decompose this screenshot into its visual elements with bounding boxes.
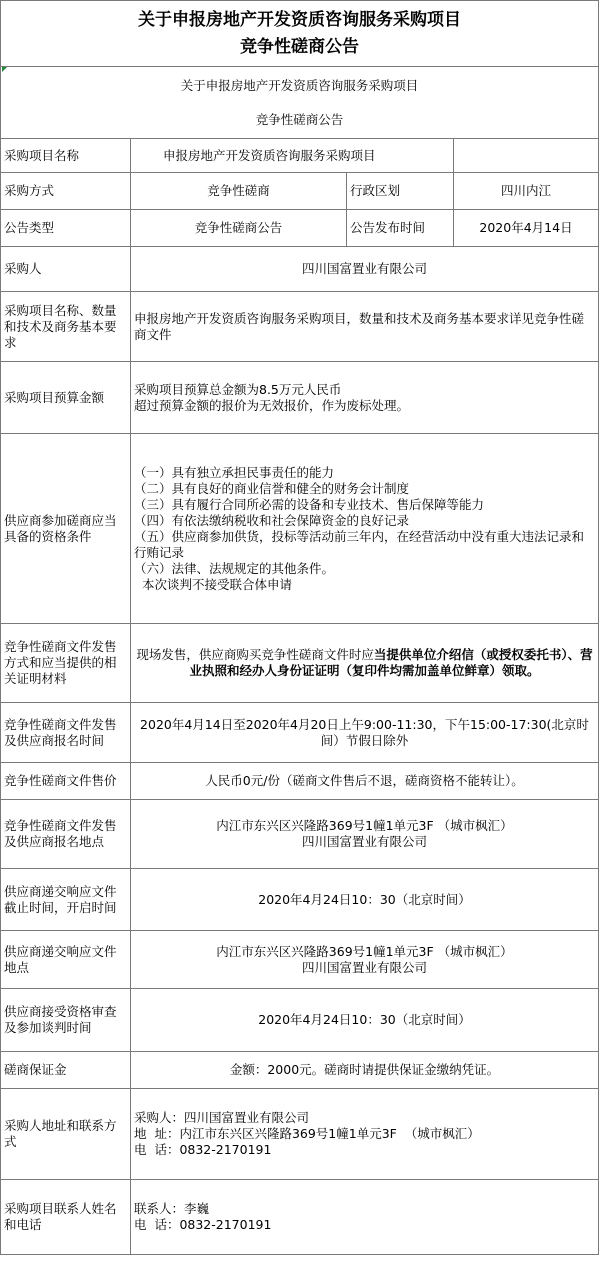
row-qualifications (1, 434, 599, 624)
value-contact (131, 1089, 599, 1180)
subheader-cell (1, 67, 599, 139)
doc-method-bold-text: 当提供单位介绍信（或授权委托书）、营业执照和经办人身份证证明（复印件均需加盖单位鲜章）领取。 (189, 647, 593, 678)
label-method: 采购方式 (1, 173, 131, 210)
row-type (1, 210, 599, 247)
row-contact (1, 1089, 599, 1180)
label-doc-price: 竞争性磋商文件售价 (1, 763, 131, 800)
label-project-contact: 采购项目联系人姓名和电话 (1, 1180, 131, 1255)
subheader-line-2: 竞争性磋商公告 (255, 111, 344, 127)
title-row (1, 1, 599, 67)
qualification-item: （五）供应商参加供货，投标等活动前三年内，在经营活动中没有重大违法记录和行贿记录 (134, 528, 585, 560)
project-contact-name: 联系人：李巍 (134, 1201, 210, 1216)
row-doc-price (1, 763, 599, 800)
value-region: 四川内江 (454, 173, 599, 210)
value-project-name: 申报房地产开发资质咨询服务采购项目 (131, 139, 454, 173)
value-publish-time: 2020年4月14日 (454, 210, 599, 247)
subheader-line-1: 关于申报房地产开发资质咨询服务采购项目 (180, 77, 419, 93)
label-doc-method: 竞争性磋商文件发售方式和应当提供的相关证明材料 (1, 624, 131, 703)
label-deposit: 磋商保证金 (1, 1052, 131, 1089)
label-requirements: 采购项目名称、数量和技术及商务基本要求 (1, 292, 131, 362)
value-submit-place (131, 931, 599, 989)
row-deadline (1, 869, 599, 931)
value-budget (131, 362, 599, 434)
page-title (1, 1, 599, 67)
value-doc-time: 2020年4月14日至2020年4月20日上午9:00-11:30，下午15:00-17:30(北京时间）节假日除外 (131, 703, 599, 763)
label-publish-time: 公告发布时间 (347, 210, 454, 247)
label-contact: 采购人地址和联系方式 (1, 1089, 131, 1180)
label-qualifications: 供应商参加磋商应当具备的资格条件 (1, 434, 131, 624)
contact-address: 地 址：内江市东兴区兴隆路369号1幢1单元3F （城市枫汇） (134, 1126, 480, 1141)
row-purchaser (1, 247, 599, 292)
value-review-time: 2020年4月24日10：30（北京时间） (131, 989, 599, 1052)
cell-comment-marker (2, 67, 7, 72)
label-project-name: 采购项目名称 (1, 139, 131, 173)
label-region: 行政区划 (347, 173, 454, 210)
label-doc-place: 竞争性磋商文件发售及供应商报名地点 (1, 800, 131, 869)
submit-place-line-1: 内江市东兴区兴隆路369号1幢1单元3F （城市枫汇） (216, 943, 513, 959)
row-budget (1, 362, 599, 434)
value-doc-price: 人民币0元/份（磋商文件售后不退，磋商资格不能转让）。 (131, 763, 599, 800)
value-method: 竞争性磋商 (131, 173, 347, 210)
label-purchaser: 采购人 (1, 247, 131, 292)
qualification-note: 本次谈判不接受联合体申请 (142, 576, 293, 592)
doc-method-text: 现场发售，供应商购买竞争性磋商文件时应 (136, 647, 374, 662)
submit-place-line-2: 四川国富置业有限公司 (301, 959, 427, 975)
label-deadline: 供应商递交响应文件截止时间，开启时间 (1, 869, 131, 931)
row-doc-time (1, 703, 599, 763)
qualification-item: （四）有依法缴纳税收和社会保障资金的良好记录 (134, 512, 410, 528)
value-doc-method (131, 624, 599, 703)
row-project-name (1, 139, 599, 173)
qualification-item: （六）法律、法规规定的其他条件。 (134, 560, 335, 576)
qualification-item: （一）具有独立承担民事责任的能力 (134, 464, 335, 480)
label-budget: 采购项目预算金额 (1, 362, 131, 434)
project-contact-phone: 电 话：0832-2170191 (134, 1217, 272, 1232)
row-doc-method (1, 624, 599, 703)
value-project-contact (131, 1180, 599, 1255)
doc-place-line-1: 内江市东兴区兴隆路369号1幢1单元3F （城市枫汇） (216, 818, 513, 833)
row-requirements (1, 292, 599, 362)
value-type: 竞争性磋商公告 (131, 210, 347, 247)
label-doc-time: 竞争性磋商文件发售及供应商报名时间 (1, 703, 131, 763)
contact-purchaser: 采购人：四川国富置业有限公司 (134, 1110, 310, 1125)
empty-cell (454, 139, 599, 173)
value-qualifications (131, 434, 599, 624)
row-review-time (1, 989, 599, 1052)
subheader-row (1, 67, 599, 139)
value-doc-place (131, 800, 599, 869)
value-deadline: 2020年4月24日10：30（北京时间） (131, 869, 599, 931)
value-requirements: 申报房地产开发资质咨询服务采购项目，数量和技术及商务基本要求详见竞争性磋商文件 (131, 292, 599, 362)
value-deposit: 金额：2000元。磋商时请提供保证金缴纳凭证。 (131, 1052, 599, 1089)
budget-line-2: 超过预算金额的报价为无效报价，作为废标处理。 (134, 397, 410, 413)
doc-place-line-2: 四川国富置业有限公司 (301, 834, 427, 849)
row-project-contact (1, 1180, 599, 1255)
label-review-time: 供应商接受资格审查及参加谈判时间 (1, 989, 131, 1052)
contact-phone: 电 话：0832-2170191 (134, 1142, 272, 1157)
budget-line-1: 采购项目预算总金额为8.5万元人民币 (134, 381, 342, 397)
row-submit-place (1, 931, 599, 989)
label-submit-place: 供应商递交响应文件地点 (1, 931, 131, 989)
row-method (1, 173, 599, 210)
label-type: 公告类型 (1, 210, 131, 247)
value-purchaser: 四川国富置业有限公司 (131, 247, 599, 292)
qualification-item: （二）具有良好的商业信誉和健全的财务会计制度 (134, 480, 410, 496)
row-doc-place (1, 800, 599, 869)
title-line-2: 竞争性磋商公告 (240, 36, 359, 57)
row-deposit (1, 1052, 599, 1089)
title-line-1: 关于申报房地产开发资质咨询服务采购项目 (138, 9, 461, 30)
qualification-item: （三）具有履行合同所必需的设备和专业技术、售后保障等能力 (134, 496, 485, 512)
